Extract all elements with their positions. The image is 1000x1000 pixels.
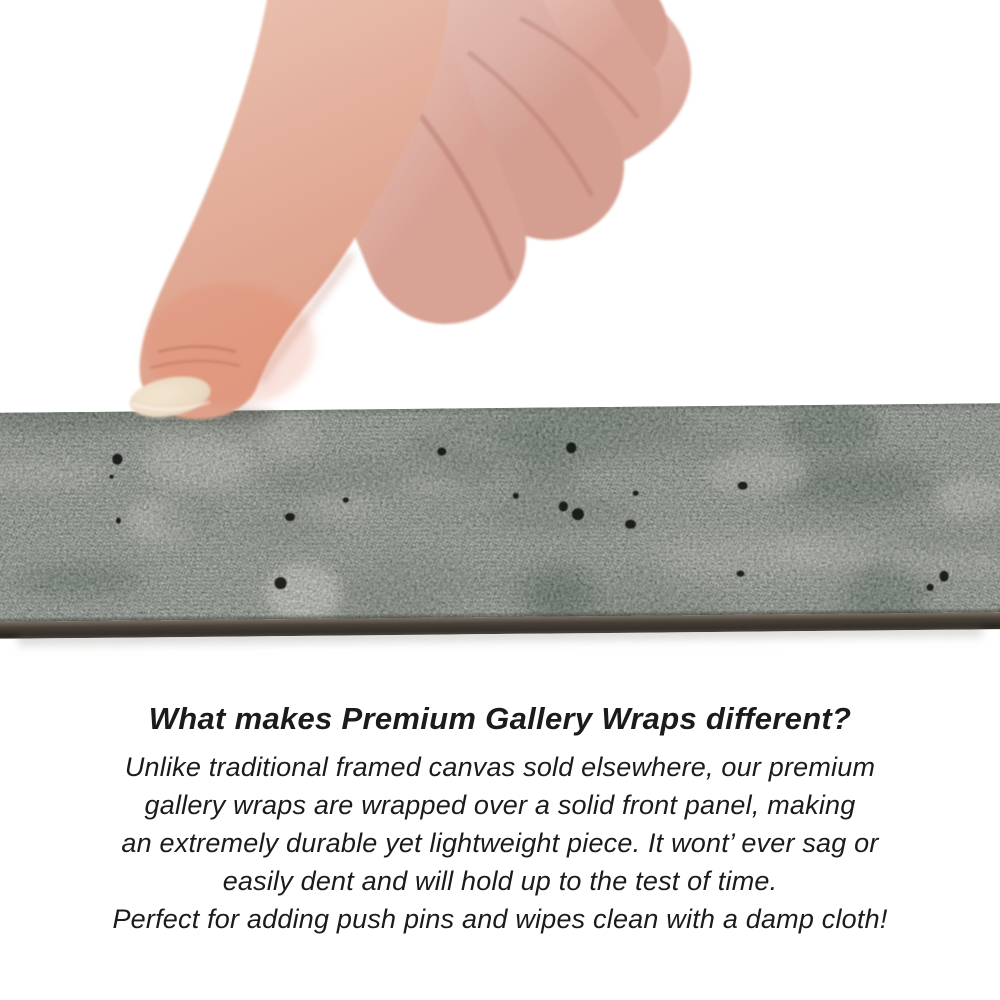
canvas-speck [633,491,639,496]
canvas-mottle-patch [0,460,108,489]
canvas-strip [0,403,1000,639]
canvas-speck [625,519,636,529]
canvas-speck [939,571,948,582]
canvas-speck [343,497,348,503]
canvas-weave-texture [0,403,1000,622]
copy-line-1: Unlike traditional framed canvas sold elsewhere, our premium [124,752,876,782]
canvas-speck [437,447,446,455]
canvas-mottle-patch [375,548,413,591]
copy-line-3: an extremely durable yet lightweight piece. It wont’ ever sag or [121,828,879,858]
canvas-speck [116,518,121,524]
canvas-speck [559,501,568,511]
hand-photo [0,0,1000,432]
copy-line-2: gallery wraps are wrapped over a solid front panel, making [144,790,856,820]
canvas-mottle-patch [706,451,808,494]
canvas-speck [112,454,123,465]
copy-heading: What makes Premium Gallery Wraps different? [148,701,852,736]
canvas-speck [110,475,114,478]
canvas-speck [285,513,295,521]
canvas-speck [572,508,584,520]
canvas-mottle-patch [142,430,254,492]
canvas-speck [274,577,286,590]
canvas-speck [926,584,934,591]
copy-line-5: Perfect for adding push pins and wipes clean with a damp cloth! [112,904,888,934]
marketing-copy [0,701,1000,938]
canvas-mottle-patch [265,564,341,624]
canvas-mottle-patch [774,512,867,539]
canvas-speck [736,570,745,577]
canvas-speck [738,481,748,489]
copy-line-4: easily dent and will hold up to the test of time. [222,866,778,896]
canvas-mottle-patch [161,506,212,526]
